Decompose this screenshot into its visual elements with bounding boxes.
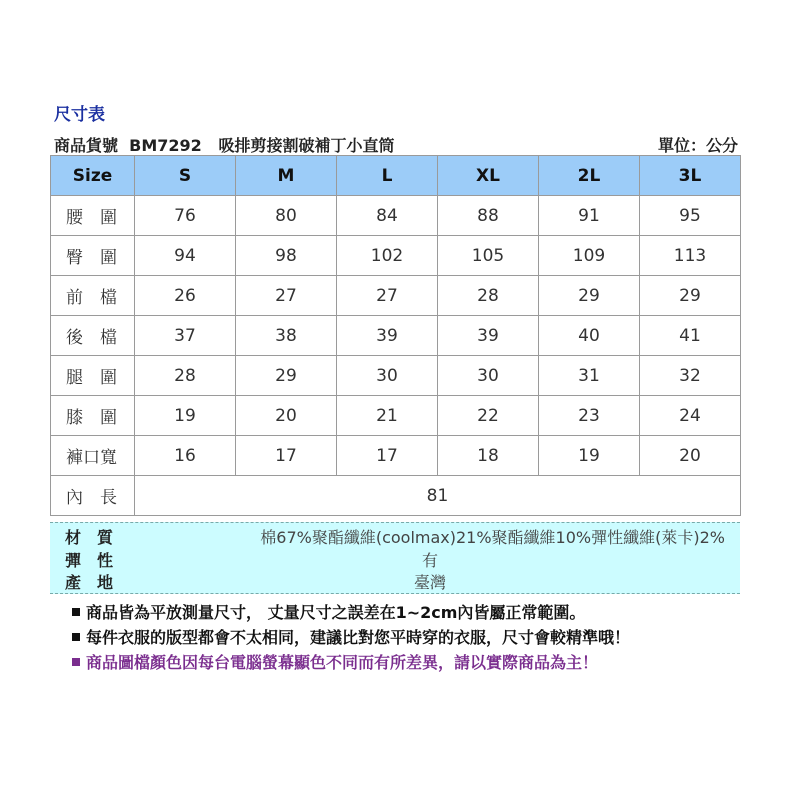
product-name: 吸排剪接割破補丁小直筒 xyxy=(218,136,395,155)
table-cell: 28 xyxy=(135,356,236,396)
material-row xyxy=(50,525,740,548)
material-label: 材 質 xyxy=(65,528,114,547)
row-label: 褲口寬 xyxy=(51,436,135,476)
table-cell: 32 xyxy=(640,356,741,396)
product-code-label: 商品貨號 xyxy=(54,136,119,155)
row-label: 腰 圍 xyxy=(51,196,135,236)
table-row xyxy=(51,196,741,236)
square-bullet-icon xyxy=(72,608,80,616)
square-bullet-icon xyxy=(72,658,80,666)
elastic-row xyxy=(50,548,740,571)
table-cell: 31 xyxy=(539,356,640,396)
note-text: 每件衣服的版型都會不太相同，建議比對您平時穿的衣服，尺寸會較精準哦！ xyxy=(86,628,631,647)
table-cell: 41 xyxy=(640,316,741,356)
row-label: 後 檔 xyxy=(51,316,135,356)
origin-value: 臺灣 xyxy=(413,573,446,592)
square-bullet-icon xyxy=(72,633,80,641)
table-cell: 26 xyxy=(135,276,236,316)
table-cell: 37 xyxy=(135,316,236,356)
table-row xyxy=(51,396,741,436)
table-cell: 105 xyxy=(438,236,539,276)
product-code: BM7292 xyxy=(129,136,202,155)
size-table xyxy=(50,155,741,516)
material-info-box xyxy=(50,522,740,594)
inseam-row xyxy=(51,476,741,516)
table-cell: 28 xyxy=(438,276,539,316)
size-header-s: S xyxy=(135,156,236,196)
table-cell: 29 xyxy=(539,276,640,316)
table-cell: 17 xyxy=(337,436,438,476)
table-cell: 29 xyxy=(236,356,337,396)
elastic-label: 彈 性 xyxy=(65,551,114,570)
size-header-3l: 3L xyxy=(640,156,741,196)
product-info-bar xyxy=(54,133,738,155)
size-header-l: L xyxy=(337,156,438,196)
unit-label: 單位：公分 xyxy=(657,136,738,155)
page-title: 尺寸表 xyxy=(54,105,105,125)
table-cell: 18 xyxy=(438,436,539,476)
size-header-row xyxy=(51,156,741,196)
table-cell: 30 xyxy=(438,356,539,396)
table-cell: 88 xyxy=(438,196,539,236)
table-cell: 38 xyxy=(236,316,337,356)
table-cell: 113 xyxy=(640,236,741,276)
note-item xyxy=(72,650,630,675)
table-cell: 39 xyxy=(337,316,438,356)
table-cell: 94 xyxy=(135,236,236,276)
table-cell: 40 xyxy=(539,316,640,356)
table-cell: 20 xyxy=(236,396,337,436)
table-cell: 23 xyxy=(539,396,640,436)
notes-list xyxy=(72,600,630,675)
table-cell: 102 xyxy=(337,236,438,276)
note-item xyxy=(72,600,630,625)
row-label: 前 檔 xyxy=(51,276,135,316)
material-value: 棉67%聚酯纖維(coolmax)21%聚酯纖維10%彈性纖維(萊卡)2% xyxy=(260,528,725,547)
table-cell: 95 xyxy=(640,196,741,236)
table-row xyxy=(51,236,741,276)
table-row xyxy=(51,276,741,316)
note-text: 商品圖檔顏色因每台電腦螢幕顯色不同而有所差異，請以實際商品為主！ xyxy=(86,653,599,672)
table-cell: 21 xyxy=(337,396,438,436)
table-cell: 17 xyxy=(236,436,337,476)
size-header-2l: 2L xyxy=(539,156,640,196)
table-cell: 27 xyxy=(236,276,337,316)
note-item xyxy=(72,625,630,650)
row-label: 膝 圍 xyxy=(51,396,135,436)
table-cell: 24 xyxy=(640,396,741,436)
table-cell: 22 xyxy=(438,396,539,436)
table-cell: 98 xyxy=(236,236,337,276)
size-header-m: M xyxy=(236,156,337,196)
table-cell: 80 xyxy=(236,196,337,236)
elastic-value: 有 xyxy=(421,551,438,570)
product-header xyxy=(54,133,395,156)
table-cell: 19 xyxy=(539,436,640,476)
row-label: 腿 圍 xyxy=(51,356,135,396)
origin-label: 產 地 xyxy=(65,573,114,592)
inseam-value: 81 xyxy=(135,476,741,516)
table-row xyxy=(51,356,741,396)
table-row xyxy=(51,436,741,476)
size-header-xl: XL xyxy=(438,156,539,196)
size-corner-header: Size xyxy=(51,156,135,196)
table-cell: 19 xyxy=(135,396,236,436)
row-label: 臀 圍 xyxy=(51,236,135,276)
inseam-label: 內 長 xyxy=(51,476,135,516)
table-cell: 76 xyxy=(135,196,236,236)
table-cell: 109 xyxy=(539,236,640,276)
origin-row xyxy=(50,570,740,593)
table-cell: 20 xyxy=(640,436,741,476)
table-cell: 91 xyxy=(539,196,640,236)
table-cell: 30 xyxy=(337,356,438,396)
table-cell: 84 xyxy=(337,196,438,236)
table-row xyxy=(51,316,741,356)
table-cell: 16 xyxy=(135,436,236,476)
table-cell: 39 xyxy=(438,316,539,356)
table-cell: 29 xyxy=(640,276,741,316)
note-text: 商品皆為平放測量尺寸， 丈量尺寸之誤差在1~2cm內皆屬正常範圍。 xyxy=(86,603,586,622)
table-cell: 27 xyxy=(337,276,438,316)
